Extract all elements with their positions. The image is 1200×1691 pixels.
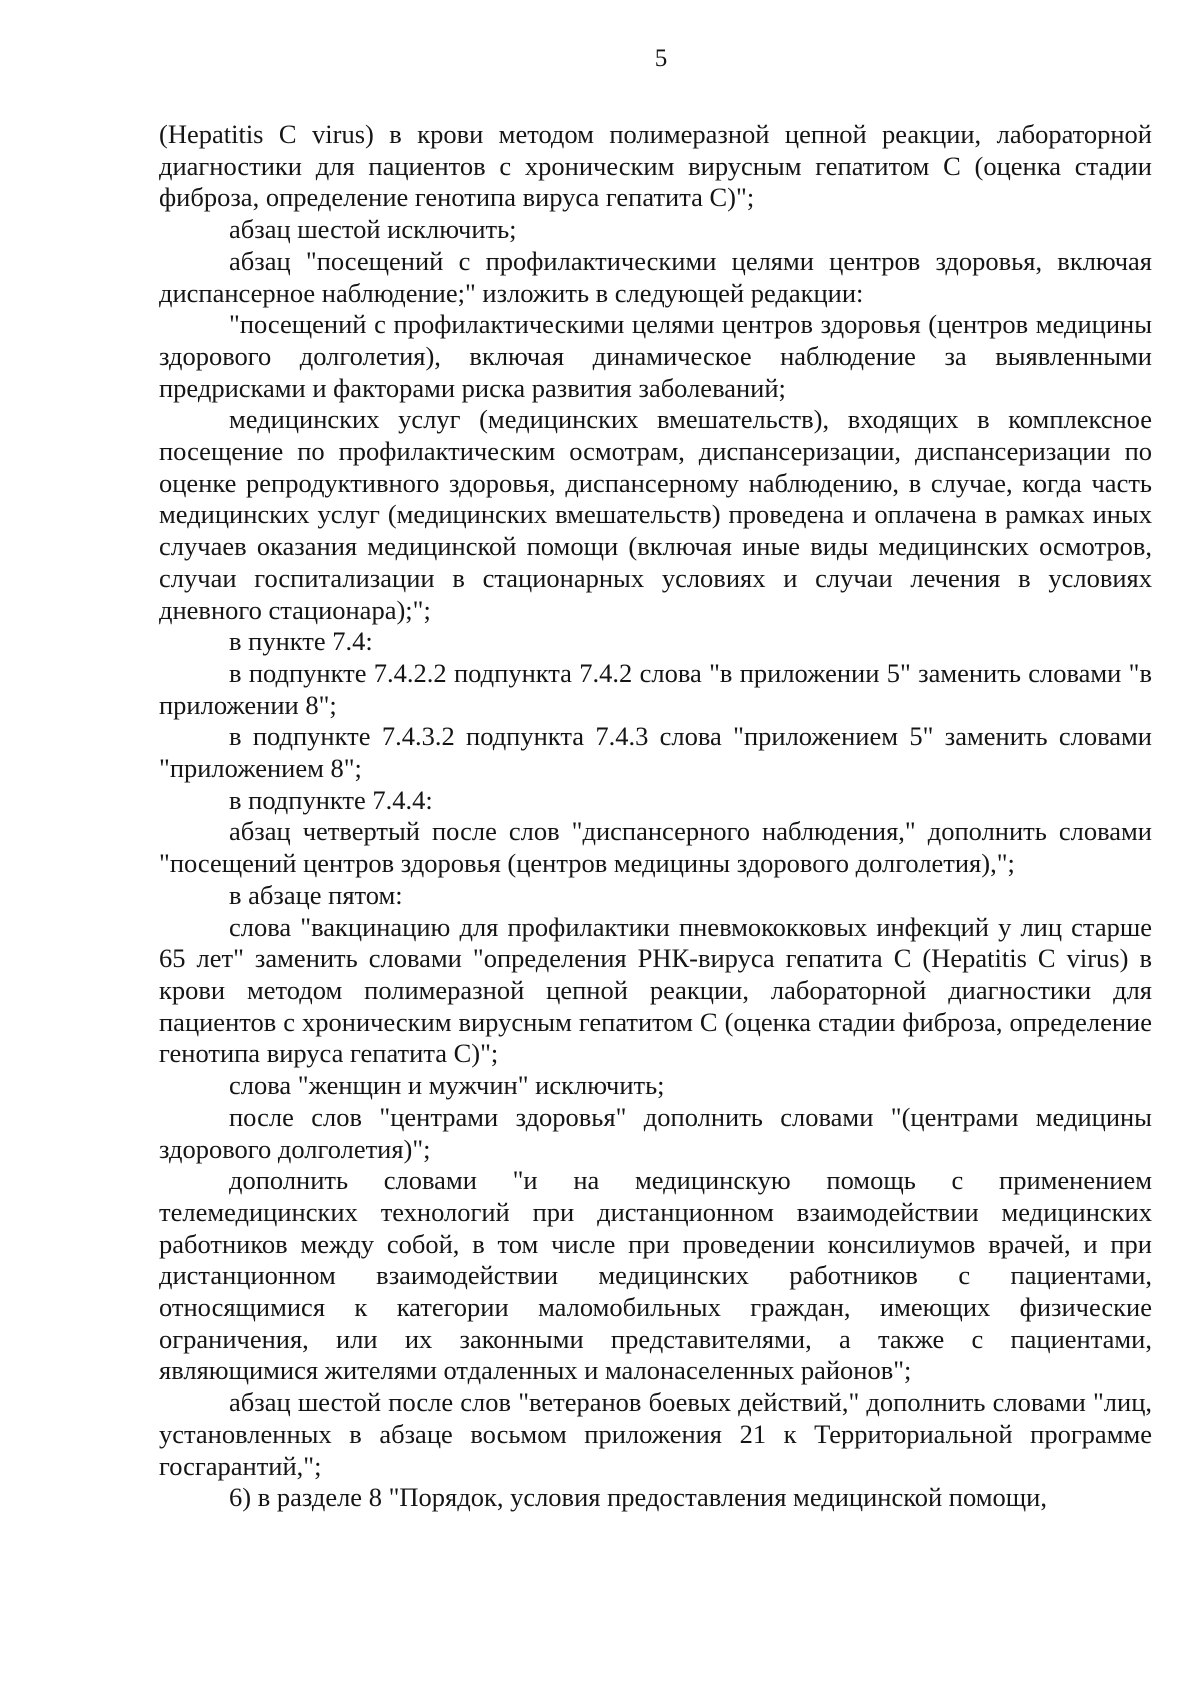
paragraph: в подпункте 7.4.4: — [229, 784, 433, 815]
paragraph: 6) в разделе 8 "Порядок, условия предоставления медицинской помощи, — [229, 1482, 1047, 1513]
paragraph: в подпункте 7.4.3.2 подпункта 7.4.3 слова "приложением 5" заменить словами "приложением 8"; — [159, 721, 1152, 784]
paragraph: абзац шестой исключить; — [229, 214, 517, 245]
document-body — [159, 119, 1152, 1514]
paragraph: в абзаце пятом: — [229, 879, 403, 910]
paragraph: после слов "центрами здоровья" дополнить словами "(центрами медицины здорового долголетия)"; — [159, 1101, 1152, 1164]
paragraph: "посещений с профилактическими целями центров здоровья (центров медицины здорового долголетия), включая динамическое наблюдение за выявленными предрисками и факторами риска развития заболеваний; — [159, 309, 1152, 403]
paragraph: слова "женщин и мужчин" исключить; — [229, 1070, 665, 1101]
paragraph: абзац шестой после слов "ветеранов боевых действий," дополнить словами "лиц, установленных в абзаце восьмом приложения 21 к Территориальной программе госгарантий,"; — [159, 1387, 1152, 1481]
paragraph: дополнить словами "и на медицинскую помощь с применением телемедицинских технологий при дистанционном взаимодействии медицинских работников между собой, в том числе при проведении консилиумов врачей, и при дистанционном взаимодействии медицинских работников с пациентами, относящимися к категории маломобильных граждан, имеющих физические ограничения, или их законными представителями, а также с пациентами, являющимися жителями отдаленных и малонаселенных районов"; — [159, 1165, 1152, 1386]
paragraph: в подпункте 7.4.2.2 подпункта 7.4.2 слова "в приложении 5" заменить словами "в приложении 8"; — [159, 657, 1152, 720]
paragraph: (Hepatitis C virus) в крови методом полимеразной цепной реакции, лабораторной диагностики для пациентов с хроническим вирусным гепатитом С (оценка стадии фиброза, определение генотипа вируса гепатита С)"; — [159, 119, 1152, 213]
paragraph: медицинских услуг (медицинских вмешательств), входящих в комплексное посещение по профилактическим осмотрам, диспансеризации, диспансеризации по оценке репродуктивного здоровья, диспансерному наблюдению, в случае, когда часть медицинских услуг (медицинских вмешательств) проведена и оплачена в рамках иных случаев оказания медицинской помощи (включая иные виды медицинских осмотров, случаи госпитализации в стационарных условиях и случаи лечения в условиях дневного стационара);"; — [159, 404, 1152, 625]
page-number: 5 — [654, 45, 668, 72]
paragraph: абзац четвертый после слов "диспансерного наблюдения," дополнить словами "посещений центров здоровья (центров медицины здорового долголетия),"; — [159, 816, 1152, 879]
paragraph: абзац "посещений с профилактическими целями центров здоровья, включая диспансерное наблюдение;" изложить в следующей редакции: — [159, 245, 1152, 308]
paragraph: в пункте 7.4: — [229, 626, 373, 657]
paragraph: слова "вакцинацию для профилактики пневмококковых инфекций у лиц старше 65 лет" заменить словами "определения РНК-вируса гепатита С (Hepatitis C virus) в крови методом полимеразной цепной реакции, лабораторной диагностики для пациентов с хроническим вирусным гепатитом С (оценка стадии фиброза, определение генотипа вируса гепатита С)"; — [159, 911, 1152, 1069]
